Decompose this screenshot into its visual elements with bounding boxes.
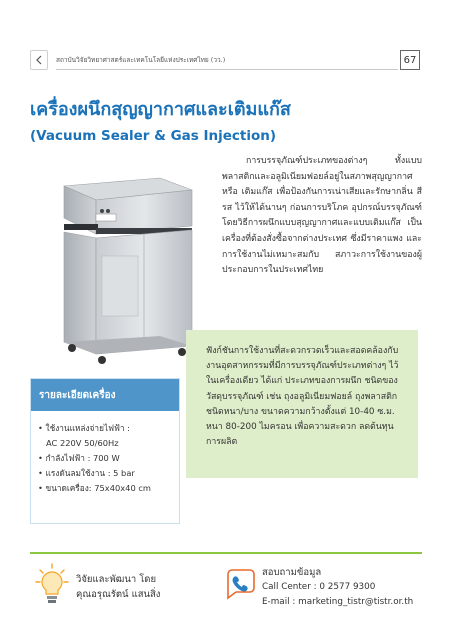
call-center: Call Center : 0 2577 9300 (262, 582, 376, 592)
spec-list (31, 411, 179, 496)
credit-line-1: วิจัยและพัฒนา โดย (76, 574, 157, 585)
phone-icon (224, 568, 258, 602)
contact-email[interactable]: E-mail : marketing_tistr@tistr.or.th (262, 597, 414, 607)
intro-text: การบรรจุภัณฑ์ประเภทของต่างๆ ทั้งแบบพลาสติกและอลูมิเนียมฟอยล์อยู่ในสภาพสุญญากาศ หรือ เติมแก๊ส เพื่อป้องกันการเน่าเสียและรักษากลิ่น สี รส ไว้ให้ได้นานๆ ก่อนการบริโภค อุปกรณ์บรรจุภัณฑ์ โดยวิธีการผนึกแบบสุญญากาศและแบบเติมแก๊ส เป็นเครื่องที่ต้องสั่งซื้อจากต่างประเทศ ซึ่งมีราคาแพง และการใช้งานไม่เหมาะสมกับ สภาวะการใช้งานของผู้ประกอบการในประเทศไทย (222, 156, 422, 276)
features-text: ฟังก์ชันการใช้งานที่สะดวกรวดเร็วและสอดคล้องกับงานอุตสาหกรรมที่มีการบรรจุภัณฑ์ประเภทต่างๆ ไว้ในเครื่องเดียว ได้แก่ ประเภทของการผนึก ชนิดของวัสดุบรรจุภัณฑ์ เช่น ถุงอลูมิเนียมฟอยล์ ถุงพลาสติกชนิดหนา/บาง ขนาดความกว้างตั้งแต่ 10-40 ซ.ม. หนา 80-200 ไมครอน เพื่อความสะดวก ลดต้นทุนการผลิต (206, 346, 399, 448)
spec-item: • กำลังไฟฟ้า : 700 W (38, 453, 120, 463)
page-number: 67 (400, 50, 420, 70)
page-title-english: (Vacuum Sealer & Gas Injection) (30, 128, 277, 144)
spec-item: AC 220V 50/60Hz (46, 438, 119, 448)
spec-card (30, 378, 180, 524)
intro-paragraph (222, 154, 422, 279)
back-button[interactable] (30, 50, 48, 70)
header-divider (56, 69, 398, 70)
footer-divider (30, 552, 422, 554)
chevron-left-icon (35, 55, 43, 65)
credit-line-2: คุณอรุณรัตน์ แสนสิ่ง (76, 589, 161, 600)
features-panel (186, 330, 418, 478)
spec-item: • ใช้งานแหล่งจ่ายไฟฟ้า : (38, 423, 130, 433)
vacuum-sealer-photo (42, 176, 202, 376)
page-title-thai: เครื่องผนึกสุญญากาศและเติมแก๊ส (30, 99, 291, 120)
contact-info (262, 566, 413, 609)
spec-item: • แรงดันลมใช้งาน : 5 bar (38, 468, 135, 478)
header-bar (30, 50, 420, 70)
breadcrumb: สถาบันวิจัยวิทยาศาสตร์และเทคโนโลยีแห่งประเทศไทย (วว.) (56, 56, 226, 64)
spec-item: • ขนาดเครื่อง: 75x40x40 cm (38, 483, 152, 493)
contact-title: สอบถามข้อมูล (262, 567, 322, 578)
lightbulb-icon (34, 562, 70, 606)
spec-heading: รายละเอียดเครื่อง (31, 379, 179, 411)
credit (76, 572, 160, 602)
